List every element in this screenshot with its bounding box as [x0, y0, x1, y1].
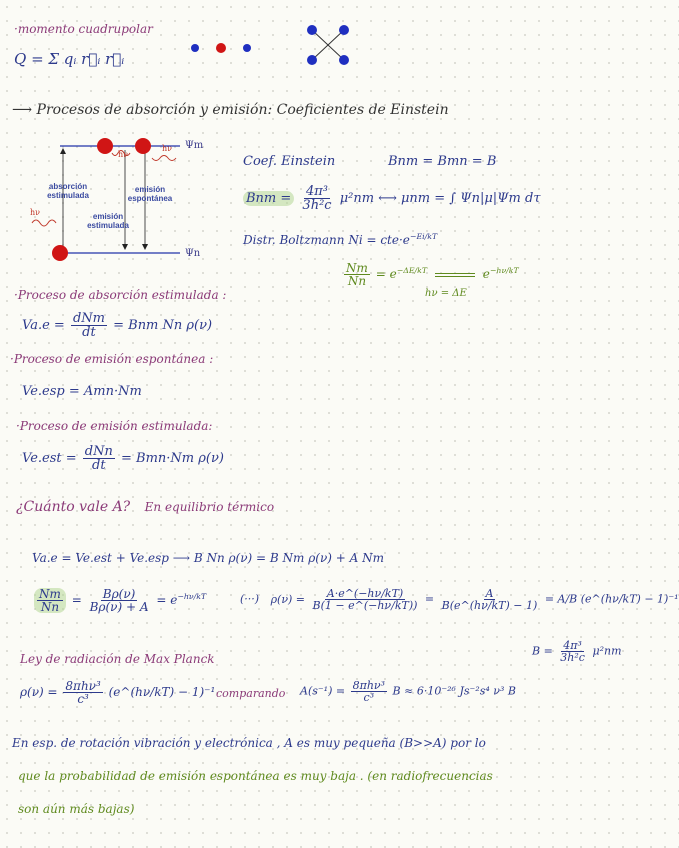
- psi-n-label: Ψn: [185, 248, 201, 259]
- resonance-condition: hν = ΔE: [425, 288, 467, 299]
- question-line: [16, 500, 274, 514]
- coef-einstein-label: Coef. Einstein: [243, 154, 336, 169]
- charge-q1: [307, 25, 317, 35]
- hv-label-2: hν: [118, 150, 129, 159]
- label-estimulada: emisión estimulada: [87, 212, 129, 230]
- hv-label-1: hν: [30, 208, 41, 217]
- quadrupole-title: ·momento cuadrupolar: [14, 22, 153, 36]
- spontaneous-title: ·Proceso de emisión espontánea :: [10, 352, 214, 366]
- charge-blue-right: [243, 44, 251, 52]
- boltzmann-distribution: Distr. Boltzmann $Ni = cte\cdot e^{-Ei/kT}$: [243, 232, 438, 247]
- equilibrium-ratio: $\frac{Nm}{Nn}$ = $\frac{B\rho(\nu)}{B\rho(\nu) + A}$ = $e^{-h\nu/kT}$: [32, 588, 206, 613]
- charge-q4: [339, 55, 349, 65]
- section-heading: [12, 103, 449, 117]
- conclusion-line-1: En esp. de rotación vibración y electrónica , A es muy pequeña (B>>A) por lo: [12, 736, 486, 750]
- charge-blue-left: [191, 44, 199, 52]
- equilibrium-condition: En equilibrio térmico: [144, 500, 275, 514]
- bnm-equation: Bnm = $\frac{\text{4π³}}{\text{3h²c}}$ μ²nm ⟷ μnm = ∫ Ψn|μ|Ψm dτ: [243, 185, 541, 212]
- conclusion-line-3: son aún más bajas): [18, 802, 135, 816]
- absorption-title: ·Proceso de absorción estimulada :: [14, 288, 227, 302]
- section-title-a: Procesos de absorción y emisión:: [36, 102, 273, 118]
- arrow-icon: ⟶: [12, 102, 33, 118]
- b-coefficient: B = $\frac{\text{4π³}}{\text{3h²c}}$ μ²nm: [532, 639, 622, 664]
- charge-red-center: [216, 43, 226, 53]
- charge-q3: [307, 55, 317, 65]
- energy-level-diagram: [30, 128, 220, 268]
- hv-label-3: hν: [162, 144, 173, 153]
- rho-derivation: (···) ρ(ν) = $\frac{A\cdot e\^{}(-h\nu/kT)}{B(1 - e\^{}(-h\nu/kT))}$ = $\frac{A}{B(e\^{}(h\nu/kT) - 1)}$ = A/B (e^(hν/kT) − 1)⁻¹: [240, 587, 679, 612]
- planck-law: ρ(ν) = $\frac{\text{8πhν³}}{\text{c³}}$ (e^(hν/kT) − 1)⁻¹: [20, 679, 216, 706]
- psi-m-label: Ψm: [185, 140, 204, 151]
- label-absorcion: absorción estimulada: [47, 182, 89, 200]
- spontaneous-equation: Ve.esp = Amn·Nm: [22, 384, 142, 399]
- conclusion-line-2: que la probabilidad de emisión espontánea es muy baja . (en radiofrecuencias: [18, 769, 493, 783]
- a-coefficient: A(s⁻¹) = $\frac{\text{8πhν³}}{\text{c³}}$ B ≈ 6·10⁻²⁶ Js⁻²s⁴ ν³ B: [300, 679, 516, 704]
- quadrupole-formula: Q = Σ qᵢ r⃗ᵢ r⃗ᵢ: [14, 50, 125, 68]
- dipole-charges-diagram: [180, 35, 260, 65]
- coef-einstein-equality: Bnm = Bmn = B: [388, 154, 497, 169]
- section-title-b: Coeficientes de Einstein: [276, 102, 449, 118]
- label-espontanea: emisión espontánea: [127, 185, 173, 203]
- equilibrium-balance: Va.e = Ve.est + Ve.esp ⟶ B Nn ρ(ν) = B Nm ρ(ν) + A Nm: [32, 551, 384, 565]
- comparando-label: comparando: [216, 687, 286, 700]
- planck-title: Ley de radiación de Max Planck: [20, 652, 215, 666]
- population-ratio: $\frac{Nm}{Nn}$ = $e^{-\Delta E/kT}$ $e^{-h\nu/kT}$: [346, 261, 519, 288]
- question-text: ¿Cuánto vale A?: [16, 499, 131, 515]
- stimulated-title: ·Proceso de emisión estimulada:: [16, 419, 213, 433]
- absorption-equation: Va.e = $\frac{\text{dNm}}{dt}$ = Bnm Nn ρ(ν): [22, 311, 213, 340]
- charge-q2: [339, 25, 349, 35]
- stimulated-equation: Ve.est = $\frac{\text{dNn}}{dt}$ = Bmn·Nm ρ(ν): [22, 444, 224, 473]
- quadrupole-charges-diagram: [302, 20, 358, 70]
